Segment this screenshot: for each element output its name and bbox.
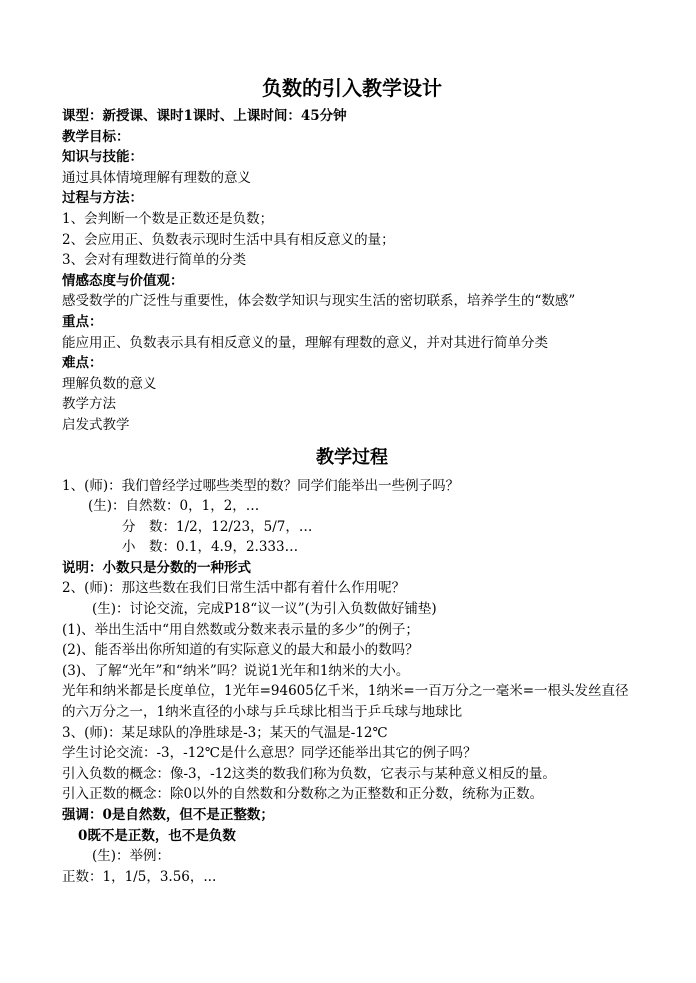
header-line-16: 启发式教学 [62, 416, 130, 433]
document-page [62, 70, 642, 887]
document-title: 负数的引入教学设计 [262, 76, 442, 100]
teaching-process-block [62, 476, 642, 888]
header-line-2: 教学目标： [62, 128, 130, 145]
process-line-17: 0既不是正数，也不是负数 [78, 827, 236, 844]
process-line-19: 正数：1，1/5，3.56，... [62, 868, 217, 885]
process-line-6: 2、(师)：那这些数在我们日常生活中都有着什么作用呢？ [62, 580, 406, 597]
header-line-5: 过程与方法： [62, 190, 143, 207]
header-line-7: 2、会应用正、负数表示现时生活中具有相反意义的量； [62, 231, 395, 248]
lesson-header-block [62, 106, 642, 436]
process-line-5: 说明：小数只是分数的一种形式 [62, 559, 251, 576]
process-line-3: 分 数：1/2，12/23，5/7，… [122, 518, 313, 535]
process-line-7: (生)：讨论交流，完成P18“议一议”(为引入负数做好铺垫) [92, 601, 437, 618]
process-line-15: 引入正数的概念：除0以外的自然数和分数称之为正整数和正分数，统称为正数。 [62, 786, 544, 803]
header-line-14: 理解负数的意义 [62, 375, 157, 392]
header-line-8: 3、会对有理数进行简单的分类 [62, 252, 247, 269]
section-title: 教学过程 [316, 446, 388, 468]
header-line-1: 课型：新授课、课时1课时、上课时间：45分钟 [62, 108, 347, 124]
header-line-11: 重点： [62, 313, 103, 330]
process-line-8: (1)、举出生活中“用自然数或分数来表示量的多少”的例子； [62, 621, 419, 638]
process-line-18: (生)：举例： [92, 848, 171, 865]
header-line-10: 感受数学的广泛性与重要性，体会数学知识与现实生活的密切联系，培养学生的“数感” [62, 293, 576, 310]
process-line-10: (3)、了解“光年”和“纳米”吗？说说1光年和1纳米的大小。 [62, 662, 410, 679]
process-line-9: (2)、能否举出你所知道的有实际意义的最大和最小的数吗？ [62, 642, 419, 659]
process-line-12: 3、(师)：某足球队的净胜球是-3；某天的气温是-12℃ [62, 724, 388, 741]
header-line-12: 能应用正、负数表示具有相反意义的量，理解有理数的意义，并对其进行简单分类 [62, 334, 548, 351]
process-line-16: 强调：0是自然数，但不是正整数； [62, 807, 274, 823]
process-line-4: 小 数：0.1，4.9，2.333… [122, 539, 299, 556]
header-line-6: 1、会判断一个数是正数还是负数； [62, 210, 274, 227]
header-line-13: 难点： [62, 355, 103, 372]
process-line-2: (生)：自然数：0，1，2，… [88, 498, 260, 515]
header-line-15: 教学方法 [62, 396, 116, 413]
process-line-1: 1、(师)：我们曾经学过哪些类型的数？同学们能举出一些例子吗？ [62, 477, 460, 494]
process-line-14: 引入负数的概念：像-3，-12这类的数我们称为负数，它表示与某种意义相反的量。 [62, 765, 556, 782]
header-line-9: 情感态度与价值观： [62, 272, 184, 289]
process-line-13: 学生讨论交流：-3，-12℃是什么意思？同学还能举出其它的例子吗？ [62, 745, 477, 762]
header-line-4: 通过具体情境理解有理数的意义 [62, 169, 251, 186]
header-line-3: 知识与技能： [62, 149, 143, 166]
process-line-11: 光年和纳米都是长度单位，1光年=94605亿千米，1纳米=一百万分之一毫米=一根头发丝直径的六万分之一，1纳米直径的小球与乒乓球比相当于乒乓球与地球比 [62, 683, 629, 721]
